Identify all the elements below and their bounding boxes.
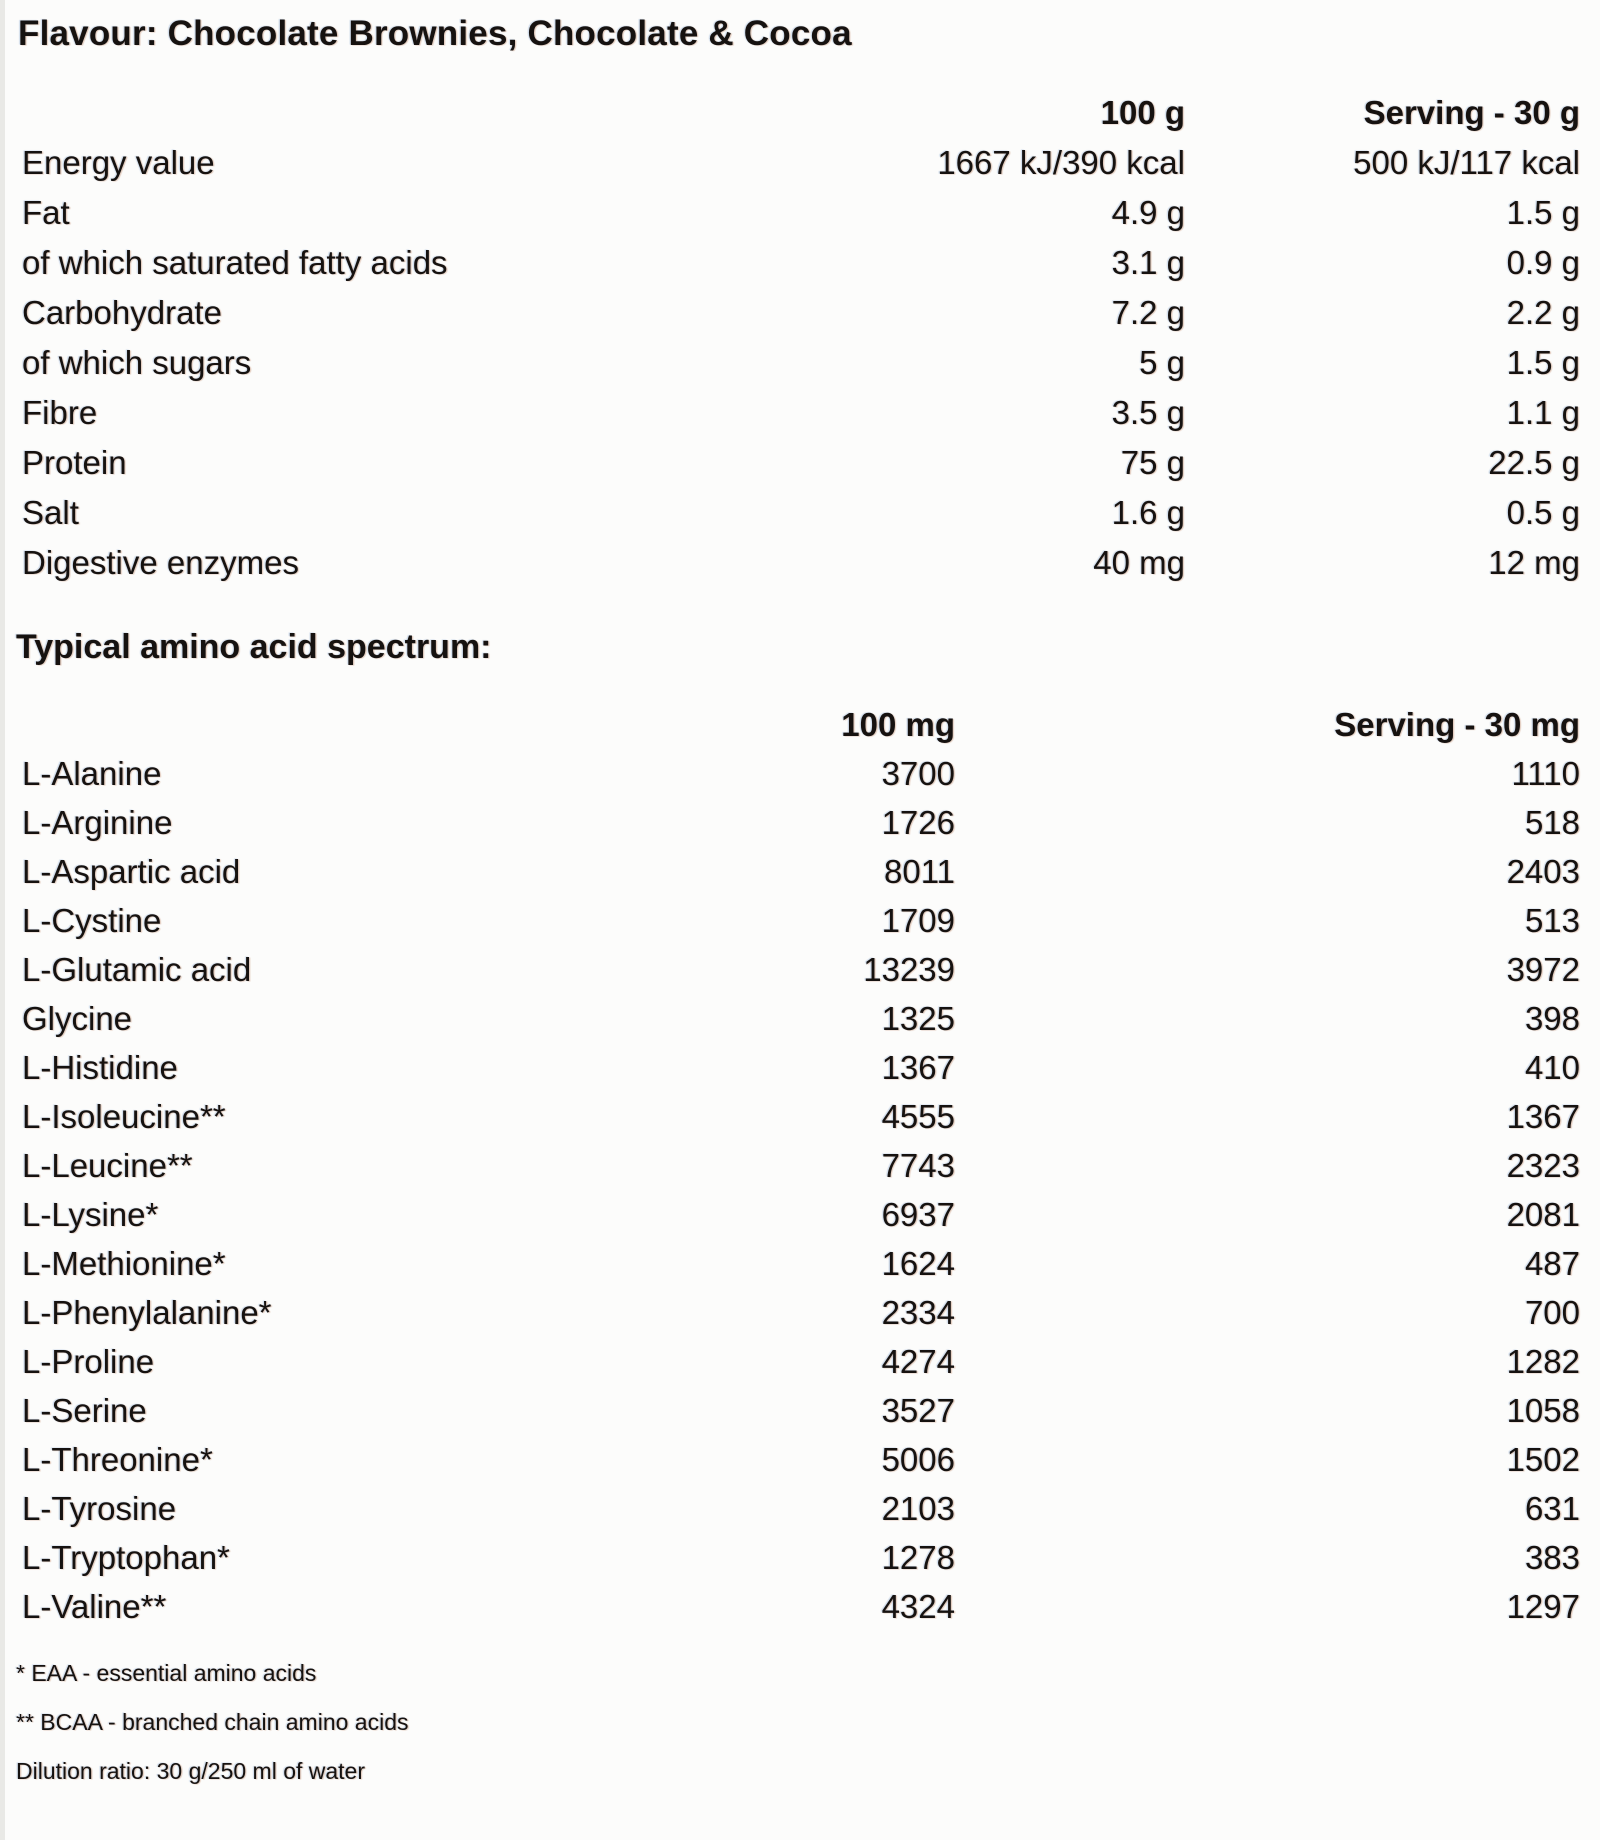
value-100mg: 6937: [881, 1195, 955, 1233]
value-serving: 2.2 g: [1506, 294, 1580, 331]
nutrient-label: Fat: [22, 194, 70, 231]
amino-label: L-Threonine*: [22, 1440, 213, 1478]
value-100mg: 3700: [881, 754, 955, 792]
table-row-saturated-fat: [0, 238, 1600, 288]
value-100mg: 4274: [881, 1342, 955, 1380]
value-serving: 1297: [1506, 1587, 1580, 1625]
footnote-dilution-ratio: Dilution ratio: 30 g/250 ml of water: [16, 1758, 366, 1784]
value-100g: 7.2 g: [1111, 294, 1185, 331]
nutrient-label: Energy value: [22, 144, 215, 181]
value-100mg: 13239: [863, 950, 955, 988]
amino-label: L-Lysine*: [22, 1195, 159, 1233]
value-100mg: 2334: [881, 1293, 955, 1331]
table-row-valine: [0, 1582, 1600, 1631]
amino-label: L-Aspartic acid: [22, 852, 241, 890]
value-100g: 1667 kJ/390 kcal: [937, 144, 1185, 181]
amino-table-header-row: [0, 700, 1600, 749]
col-header-100mg: 100 mg: [841, 705, 955, 743]
nutrient-label: of which saturated fatty acids: [22, 244, 448, 281]
amino-label: L-Methionine*: [22, 1244, 226, 1282]
value-100mg: 2103: [881, 1489, 955, 1527]
table-row-sugars: [0, 338, 1600, 388]
value-100mg: 7743: [881, 1146, 955, 1184]
value-serving: 398: [1524, 999, 1580, 1037]
table-row-salt: [0, 488, 1600, 538]
table-row-carbohydrate: [0, 288, 1600, 338]
amino-label: L-Proline: [22, 1342, 155, 1380]
amino-label: L-Histidine: [22, 1048, 178, 1086]
value-serving: 2323: [1506, 1146, 1580, 1184]
footnote-eaa: * EAA - essential amino acids: [16, 1660, 317, 1686]
table-row-glycine: [0, 994, 1600, 1043]
table-row-serine: [0, 1386, 1600, 1435]
table-row-tyrosine: [0, 1484, 1600, 1533]
footnotes: [0, 1649, 1600, 1796]
value-serving: 2081: [1506, 1195, 1580, 1233]
table-row-energy: [0, 138, 1600, 188]
value-serving: 1110: [1511, 754, 1580, 792]
value-100mg: 4324: [881, 1587, 955, 1625]
value-100mg: 4555: [881, 1097, 955, 1135]
value-100g: 1.6 g: [1111, 494, 1185, 531]
amino-label: L-Phenylalanine*: [22, 1293, 272, 1331]
value-serving: 0.5 g: [1506, 494, 1580, 531]
value-serving: 2403: [1506, 852, 1580, 890]
value-100mg: 5006: [881, 1440, 955, 1478]
table-row-fibre: [0, 388, 1600, 438]
amino-label: L-Arginine: [22, 803, 173, 841]
value-serving: 3972: [1506, 950, 1580, 988]
value-100mg: 1367: [881, 1048, 955, 1086]
value-serving: 1367: [1506, 1097, 1580, 1135]
nutrition-table: [0, 88, 1600, 588]
amino-label: L-Tyrosine: [22, 1489, 177, 1527]
value-serving: 513: [1524, 901, 1580, 939]
nutrient-label: Salt: [22, 494, 79, 531]
value-100mg: 1624: [881, 1244, 955, 1282]
flavour-title: Flavour: Chocolate Brownies, Chocolate & Cocoa: [18, 14, 852, 53]
table-row-lysine: [0, 1190, 1600, 1239]
amino-section-heading: Typical amino acid spectrum:: [16, 628, 492, 666]
amino-label: L-Alanine: [22, 754, 162, 792]
table-row-tryptophan: [0, 1533, 1600, 1582]
value-serving: 1058: [1506, 1391, 1580, 1429]
value-serving: 1.1 g: [1506, 394, 1580, 431]
table-row-histidine: [0, 1043, 1600, 1092]
value-serving: 1502: [1506, 1440, 1580, 1478]
value-serving: 22.5 g: [1488, 444, 1580, 481]
value-serving: 383: [1524, 1538, 1580, 1576]
value-serving: 1.5 g: [1506, 344, 1580, 381]
nutrition-table-header-row: [0, 88, 1600, 138]
amino-label: L-Leucine**: [22, 1146, 193, 1184]
amino-label: L-Isoleucine**: [22, 1097, 226, 1135]
value-serving: 0.9 g: [1506, 244, 1580, 281]
table-row-arginine: [0, 798, 1600, 847]
table-row-proline: [0, 1337, 1600, 1386]
table-row-glutamic-acid: [0, 945, 1600, 994]
table-row-digestive-enzymes: [0, 538, 1600, 588]
table-row-isoleucine: [0, 1092, 1600, 1141]
value-serving: 1.5 g: [1506, 194, 1580, 231]
table-row-phenylalanine: [0, 1288, 1600, 1337]
col-header-100g: 100 g: [1100, 94, 1185, 131]
table-row-protein: [0, 438, 1600, 488]
table-row-fat: [0, 188, 1600, 238]
table-row-aspartic-acid: [0, 847, 1600, 896]
footnote-bcaa: ** BCAA - branched chain amino acids: [16, 1709, 409, 1735]
amino-label: Glycine: [22, 999, 133, 1037]
col-header-serving-30g: Serving - 30 g: [1363, 94, 1580, 131]
value-100mg: 1278: [881, 1538, 955, 1576]
value-100g: 4.9 g: [1111, 194, 1185, 231]
nutrient-label: Protein: [22, 444, 127, 481]
value-100mg: 3527: [881, 1391, 955, 1429]
value-100mg: 1325: [881, 999, 955, 1037]
table-row-alanine: [0, 749, 1600, 798]
value-serving: 1282: [1506, 1342, 1580, 1380]
nutrient-label: of which sugars: [22, 344, 252, 381]
value-serving: 500 kJ/117 kcal: [1353, 144, 1580, 181]
amino-label: L-Glutamic acid: [22, 950, 252, 988]
value-serving: 487: [1524, 1244, 1580, 1282]
amino-label: L-Tryptophan*: [22, 1538, 230, 1576]
value-100g: 40 mg: [1093, 544, 1185, 581]
value-serving: 518: [1524, 803, 1580, 841]
value-100g: 3.1 g: [1111, 244, 1185, 281]
table-row-threonine: [0, 1435, 1600, 1484]
nutrient-label: Fibre: [22, 394, 98, 431]
value-100g: 75 g: [1120, 444, 1185, 481]
amino-label: L-Cystine: [22, 901, 162, 939]
table-row-methionine: [0, 1239, 1600, 1288]
value-100mg: 1726: [881, 803, 955, 841]
value-100g: 5 g: [1139, 344, 1185, 381]
value-100mg: 8011: [884, 852, 955, 890]
table-row-cystine: [0, 896, 1600, 945]
value-serving: 410: [1524, 1048, 1580, 1086]
value-serving: 631: [1524, 1489, 1580, 1527]
col-header-serving-30mg: Serving - 30 mg: [1334, 705, 1580, 743]
value-serving: 700: [1524, 1293, 1580, 1331]
value-100g: 3.5 g: [1111, 394, 1185, 431]
value-serving: 12 mg: [1488, 544, 1580, 581]
amino-label: L-Valine**: [22, 1587, 167, 1625]
nutrient-label: Carbohydrate: [22, 294, 222, 331]
table-row-leucine: [0, 1141, 1600, 1190]
value-100mg: 1709: [881, 901, 955, 939]
amino-label: L-Serine: [22, 1391, 147, 1429]
nutrient-label: Digestive enzymes: [22, 544, 299, 581]
amino-acid-table: [0, 700, 1600, 1631]
